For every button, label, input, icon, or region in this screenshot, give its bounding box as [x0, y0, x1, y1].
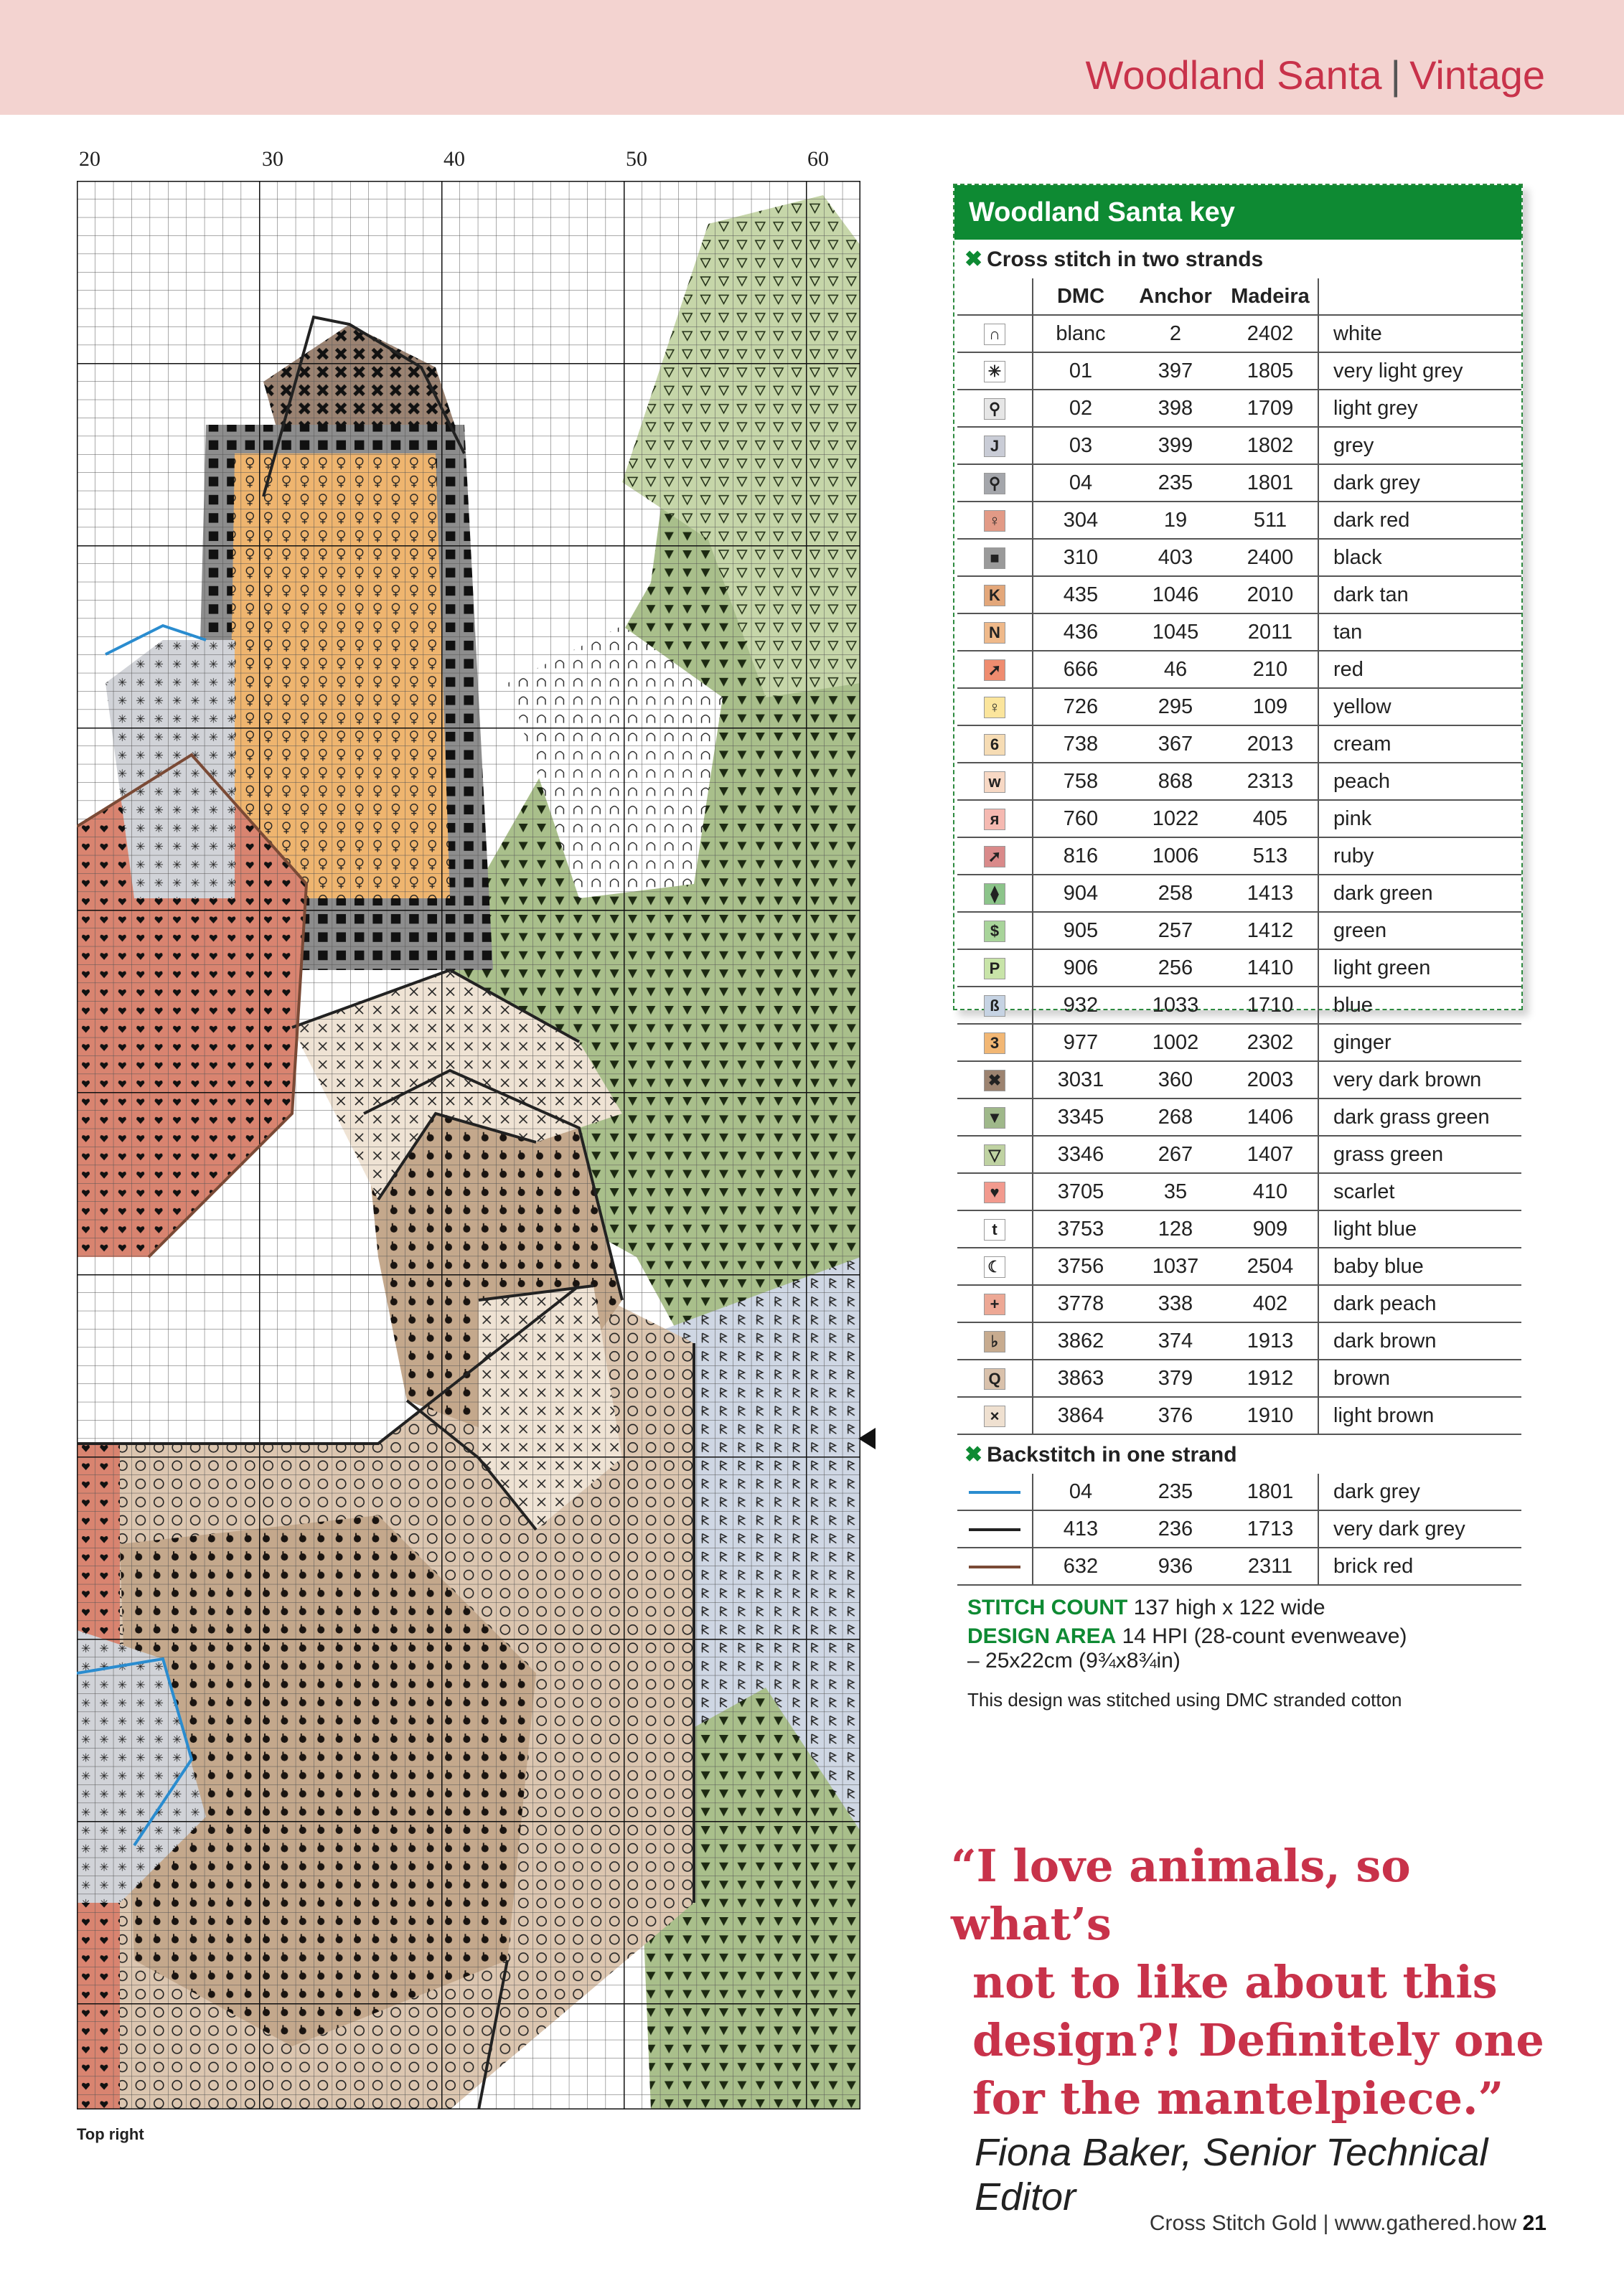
key-row [957, 352, 1521, 390]
stitch-symbol-icon: ➚ [984, 659, 1005, 681]
color-name-cell: brick red [1318, 1548, 1521, 1585]
dmc-cell: 3864 [1033, 1397, 1128, 1434]
dmc-cell: 3705 [1033, 1173, 1128, 1210]
stitch-symbol-icon: ⚲ [984, 398, 1005, 420]
dmc-cell: 905 [1033, 912, 1128, 949]
color-name-cell: white [1318, 315, 1521, 352]
symbol-cell [957, 427, 1033, 464]
dmc-cell: 435 [1033, 576, 1128, 613]
anchor-cell: 398 [1128, 390, 1223, 427]
symbol-cell [957, 651, 1033, 688]
anchor-cell: 1022 [1128, 800, 1223, 837]
symbol-cell [957, 1510, 1033, 1548]
color-name-cell: dark red [1318, 502, 1521, 539]
madeira-cell: 410 [1223, 1173, 1318, 1210]
symbol-cell [957, 875, 1033, 912]
anchor-cell: 399 [1128, 427, 1223, 464]
symbol-cell [957, 464, 1033, 502]
key-row [957, 576, 1521, 613]
backstitch-table [957, 1474, 1521, 1586]
symbol-cell [957, 837, 1033, 875]
symbol-cell [957, 1548, 1033, 1585]
dmc-cell: 01 [1033, 352, 1128, 390]
madeira-cell: 2402 [1223, 315, 1318, 352]
quote-author: Fiona Baker, Senior Technical Editor [975, 2131, 1488, 2219]
symbol-cell [957, 1360, 1033, 1397]
backstitch-heading: ✖ Backstitch in one strand [964, 1443, 1237, 1467]
anchor-cell: 46 [1128, 651, 1223, 688]
anchor-cell: 235 [1128, 464, 1223, 502]
key-row [957, 875, 1521, 912]
color-name-cell: red [1318, 651, 1521, 688]
key-row [957, 539, 1521, 576]
madeira-cell: 1406 [1223, 1098, 1318, 1136]
anchor-cell: 397 [1128, 352, 1223, 390]
symbol-cell [957, 1210, 1033, 1248]
key-row [957, 613, 1521, 651]
madeira-cell: 109 [1223, 688, 1318, 725]
dmc-cell: 3756 [1033, 1248, 1128, 1285]
stitch-symbol-icon: w [984, 771, 1005, 793]
color-name-cell: light green [1318, 949, 1521, 987]
key-row [957, 390, 1521, 427]
key-row [957, 949, 1521, 987]
dmc-cell: 738 [1033, 725, 1128, 763]
key-row [957, 725, 1521, 763]
page-footer: Cross Stitch Gold | www.gathered.how 21 [1149, 2211, 1546, 2235]
quote-text: “I love animals, so what’s not to like about this design?! Definitely one for the mantelpiece.” [951, 1840, 1544, 2125]
dmc-cell: 3753 [1033, 1210, 1128, 1248]
madeira-cell: 1710 [1223, 987, 1318, 1024]
dmc-cell: 413 [1033, 1510, 1128, 1548]
madeira-cell: 1912 [1223, 1360, 1318, 1397]
key-row [957, 688, 1521, 725]
stitch-symbol-icon: ∩ [984, 324, 1005, 345]
dmc-cell: 03 [1033, 427, 1128, 464]
column-header-anchor: Anchor [1128, 278, 1223, 315]
key-row [957, 651, 1521, 688]
stitch-symbol-icon: ▽ [984, 1144, 1005, 1166]
anchor-cell: 1006 [1128, 837, 1223, 875]
dmc-cell: 904 [1033, 875, 1128, 912]
color-name-cell: very light grey [1318, 352, 1521, 390]
stitch-symbol-icon: ♥ [984, 1182, 1005, 1203]
symbol-cell [957, 1098, 1033, 1136]
backstitch-line-icon [969, 1528, 1020, 1531]
symbol-cell [957, 1397, 1033, 1434]
symbol-cell [957, 1136, 1033, 1173]
stitch-symbol-icon: ▼ [984, 1107, 1005, 1129]
madeira-cell: 405 [1223, 800, 1318, 837]
stitch-symbol-icon: P [984, 958, 1005, 979]
stitch-symbol-icon: я [984, 809, 1005, 830]
symbol-cell [957, 912, 1033, 949]
madeira-cell: 1407 [1223, 1136, 1318, 1173]
key-row [957, 1322, 1521, 1360]
symbol-cell [957, 613, 1033, 651]
anchor-cell: 1046 [1128, 576, 1223, 613]
stitch-symbol-icon: Q [984, 1368, 1005, 1390]
cross-icon: ✖ [964, 1443, 983, 1467]
madeira-cell: 2011 [1223, 613, 1318, 651]
anchor-cell: 19 [1128, 502, 1223, 539]
color-name-cell: ruby [1318, 837, 1521, 875]
stitch-symbol-icon: ➚ [984, 846, 1005, 867]
madeira-cell: 1413 [1223, 875, 1318, 912]
stitch-symbol-icon: 3 [984, 1032, 1005, 1054]
symbol-cell [957, 576, 1033, 613]
color-name-cell: very dark brown [1318, 1061, 1521, 1098]
column-number: 20 [79, 147, 100, 171]
madeira-cell: 210 [1223, 651, 1318, 688]
pattern-title: Woodland Santa [1085, 52, 1382, 98]
key-row [957, 1285, 1521, 1322]
stitch-symbol-icon: ☾ [984, 1256, 1005, 1278]
anchor-cell: 35 [1128, 1173, 1223, 1210]
stitch-symbol-icon: ♀ [984, 510, 1005, 532]
dmc-cell: 304 [1033, 502, 1128, 539]
symbol-cell [957, 315, 1033, 352]
symbol-cell [957, 987, 1033, 1024]
color-name-cell: scarlet [1318, 1173, 1521, 1210]
center-arrow-icon [858, 1428, 876, 1449]
stitch-symbol-icon: ♭ [984, 1331, 1005, 1352]
madeira-cell: 1913 [1223, 1322, 1318, 1360]
thread-note: This design was stitched using DMC stranded cotton [967, 1689, 1402, 1711]
anchor-cell: 257 [1128, 912, 1223, 949]
color-name-cell: dark peach [1318, 1285, 1521, 1322]
madeira-cell: 2504 [1223, 1248, 1318, 1285]
anchor-cell: 2 [1128, 315, 1223, 352]
dmc-cell: 760 [1033, 800, 1128, 837]
dmc-cell: 04 [1033, 464, 1128, 502]
anchor-cell: 1037 [1128, 1248, 1223, 1285]
madeira-cell: 1709 [1223, 390, 1318, 427]
key-row [957, 1173, 1521, 1210]
dmc-cell: 3346 [1033, 1136, 1128, 1173]
dmc-cell: 04 [1033, 1474, 1128, 1510]
color-name-cell: dark grass green [1318, 1098, 1521, 1136]
anchor-cell: 374 [1128, 1322, 1223, 1360]
symbol-cell [957, 1322, 1033, 1360]
backstitch-row [957, 1548, 1521, 1585]
stitch-symbol-icon: ♀ [984, 697, 1005, 718]
anchor-cell: 256 [1128, 949, 1223, 987]
section-title [1085, 52, 1545, 98]
anchor-cell: 367 [1128, 725, 1223, 763]
symbol-cell [957, 688, 1033, 725]
color-name-cell: grass green [1318, 1136, 1521, 1173]
key-title: Woodland Santa key [954, 185, 1521, 240]
cross-stitch-heading: ✖ Cross stitch in two strands [964, 248, 1264, 271]
symbol-cell [957, 1024, 1033, 1061]
dmc-cell: 726 [1033, 688, 1128, 725]
stitch-symbol-icon: × [984, 1406, 1005, 1427]
key-row [957, 912, 1521, 949]
anchor-cell: 268 [1128, 1098, 1223, 1136]
madeira-cell: 1410 [1223, 949, 1318, 987]
color-name-cell: peach [1318, 763, 1521, 800]
backstitch-line-icon [969, 1491, 1020, 1494]
anchor-cell: 403 [1128, 539, 1223, 576]
dmc-cell: 816 [1033, 837, 1128, 875]
anchor-cell: 936 [1128, 1548, 1223, 1585]
column-number: 60 [807, 147, 829, 171]
column-number: 50 [626, 147, 647, 171]
column-numbers [72, 147, 861, 176]
dmc-cell: 3031 [1033, 1061, 1128, 1098]
madeira-cell: 1412 [1223, 912, 1318, 949]
color-name-cell: cream [1318, 725, 1521, 763]
backstitch-row [957, 1474, 1521, 1510]
dmc-cell: 436 [1033, 613, 1128, 651]
key-row [957, 1024, 1521, 1061]
color-name-cell: dark tan [1318, 576, 1521, 613]
key-row [957, 502, 1521, 539]
symbol-cell [957, 725, 1033, 763]
madeira-cell: 2400 [1223, 539, 1318, 576]
anchor-cell: 128 [1128, 1210, 1223, 1248]
dmc-cell: 3863 [1033, 1360, 1128, 1397]
page-number: 21 [1522, 2211, 1546, 2235]
cross-icon: ✖ [964, 248, 983, 271]
color-name-cell: tan [1318, 613, 1521, 651]
anchor-cell: 236 [1128, 1510, 1223, 1548]
anchor-cell: 1033 [1128, 987, 1223, 1024]
madeira-cell: 2010 [1223, 576, 1318, 613]
color-name-cell: grey [1318, 427, 1521, 464]
column-header-madeira: Madeira [1223, 278, 1318, 315]
key-row [957, 464, 1521, 502]
stitch-symbol-icon: ■ [984, 547, 1005, 569]
symbol-cell [957, 949, 1033, 987]
color-name-cell: very dark grey [1318, 1510, 1521, 1548]
stitch-symbol-icon: ⚲ [984, 473, 1005, 494]
column-number: 40 [443, 147, 465, 171]
website-link[interactable]: www.gathered.how [1334, 2211, 1517, 2235]
dmc-cell: 932 [1033, 987, 1128, 1024]
key-row [957, 315, 1521, 352]
cross-stitch-table [957, 278, 1521, 1435]
stitch-symbol-icon: t [984, 1219, 1005, 1241]
key-header-row [957, 278, 1521, 315]
madeira-cell: 2311 [1223, 1548, 1318, 1585]
color-name-cell: dark green [1318, 875, 1521, 912]
color-name-cell: brown [1318, 1360, 1521, 1397]
color-name-cell: dark brown [1318, 1322, 1521, 1360]
anchor-cell: 1002 [1128, 1024, 1223, 1061]
color-name-cell: pink [1318, 800, 1521, 837]
color-name-cell: light grey [1318, 390, 1521, 427]
anchor-cell: 360 [1128, 1061, 1223, 1098]
key-row [957, 987, 1521, 1024]
color-name-cell: yellow [1318, 688, 1521, 725]
backstitch-row [957, 1510, 1521, 1548]
anchor-cell: 868 [1128, 763, 1223, 800]
cross-stitch-chart [77, 181, 860, 2109]
color-name-cell: black [1318, 539, 1521, 576]
symbol-cell [957, 1474, 1033, 1510]
title-separator: | [1390, 52, 1402, 98]
design-area: DESIGN AREA 14 HPI (28-count evenweave) [967, 1624, 1407, 1648]
symbol-cell [957, 539, 1033, 576]
dmc-cell: 632 [1033, 1548, 1128, 1585]
anchor-cell: 295 [1128, 688, 1223, 725]
symbol-cell [957, 390, 1033, 427]
madeira-cell: 1802 [1223, 427, 1318, 464]
symbol-cell [957, 1173, 1033, 1210]
madeira-cell: 1801 [1223, 464, 1318, 502]
madeira-cell: 402 [1223, 1285, 1318, 1322]
design-area-size: – 25x22cm (9¾x8¾in) [967, 1649, 1181, 1672]
dmc-cell: 758 [1033, 763, 1128, 800]
stitch-symbol-icon: + [984, 1294, 1005, 1315]
anchor-cell: 338 [1128, 1285, 1223, 1322]
key-row [957, 1210, 1521, 1248]
stitch-symbol-icon: 6 [984, 734, 1005, 756]
stitch-symbol-icon: N [984, 622, 1005, 644]
dmc-cell: 666 [1033, 651, 1128, 688]
color-name-cell: green [1318, 912, 1521, 949]
key-row [957, 1397, 1521, 1434]
madeira-cell: 1801 [1223, 1474, 1318, 1510]
symbol-cell [957, 1285, 1033, 1322]
magazine-name: Cross Stitch Gold [1149, 2211, 1318, 2235]
key-row [957, 763, 1521, 800]
madeira-cell: 2302 [1223, 1024, 1318, 1061]
key-row [957, 1061, 1521, 1098]
key-row [957, 1098, 1521, 1136]
madeira-cell: 1713 [1223, 1510, 1318, 1548]
dmc-cell: blanc [1033, 315, 1128, 352]
section-name: Vintage [1409, 52, 1545, 98]
dmc-cell: 3345 [1033, 1098, 1128, 1136]
column-header-dmc: DMC [1033, 278, 1128, 315]
color-name-cell: light brown [1318, 1397, 1521, 1434]
stitch-symbol-icon: J [984, 436, 1005, 457]
madeira-cell: 2013 [1223, 725, 1318, 763]
madeira-cell: 909 [1223, 1210, 1318, 1248]
stitch-symbol-icon: ✖ [984, 1070, 1005, 1091]
madeira-cell: 2313 [1223, 763, 1318, 800]
stitch-symbol-icon: K [984, 585, 1005, 606]
backstitch-line-icon [969, 1566, 1020, 1568]
column-number: 30 [262, 147, 283, 171]
stitch-symbol-icon: ✳ [984, 361, 1005, 382]
madeira-cell: 511 [1223, 502, 1318, 539]
madeira-cell: 2003 [1223, 1061, 1318, 1098]
dmc-cell: 02 [1033, 390, 1128, 427]
dmc-cell: 3778 [1033, 1285, 1128, 1322]
color-name-cell: dark grey [1318, 464, 1521, 502]
key-row [957, 1248, 1521, 1285]
dmc-cell: 3862 [1033, 1322, 1128, 1360]
anchor-cell: 376 [1128, 1397, 1223, 1434]
symbol-cell [957, 763, 1033, 800]
color-name-cell: ginger [1318, 1024, 1521, 1061]
pull-quote [951, 1837, 1546, 2219]
symbol-cell [957, 1061, 1033, 1098]
stitch-symbol-icon: ß [984, 995, 1005, 1017]
symbol-cell [957, 352, 1033, 390]
color-name-cell: baby blue [1318, 1248, 1521, 1285]
color-name-cell: dark grey [1318, 1474, 1521, 1510]
anchor-cell: 267 [1128, 1136, 1223, 1173]
symbol-cell [957, 502, 1033, 539]
key-row [957, 837, 1521, 875]
chart-caption: Top right [77, 2125, 144, 2143]
dmc-cell: 977 [1033, 1024, 1128, 1061]
stitch-key-panel [953, 184, 1523, 1711]
symbol-cell [957, 1248, 1033, 1285]
madeira-cell: 1910 [1223, 1397, 1318, 1434]
madeira-cell: 513 [1223, 837, 1318, 875]
color-name-cell: blue [1318, 987, 1521, 1024]
madeira-cell: 1805 [1223, 352, 1318, 390]
dmc-cell: 310 [1033, 539, 1128, 576]
anchor-cell: 379 [1128, 1360, 1223, 1397]
color-name-cell: light blue [1318, 1210, 1521, 1248]
anchor-cell: 1045 [1128, 613, 1223, 651]
key-row [957, 800, 1521, 837]
key-footer [954, 1586, 1521, 1711]
stitch-symbol-icon: $ [984, 921, 1005, 942]
key-row [957, 1136, 1521, 1173]
anchor-cell: 258 [1128, 875, 1223, 912]
key-row [957, 427, 1521, 464]
dmc-cell: 906 [1033, 949, 1128, 987]
stitch-count: STITCH COUNT 137 high x 122 wide [967, 1596, 1325, 1619]
key-row [957, 1360, 1521, 1397]
symbol-cell [957, 800, 1033, 837]
stitch-symbol-icon: ⧫ [984, 883, 1005, 905]
anchor-cell: 235 [1128, 1474, 1223, 1510]
